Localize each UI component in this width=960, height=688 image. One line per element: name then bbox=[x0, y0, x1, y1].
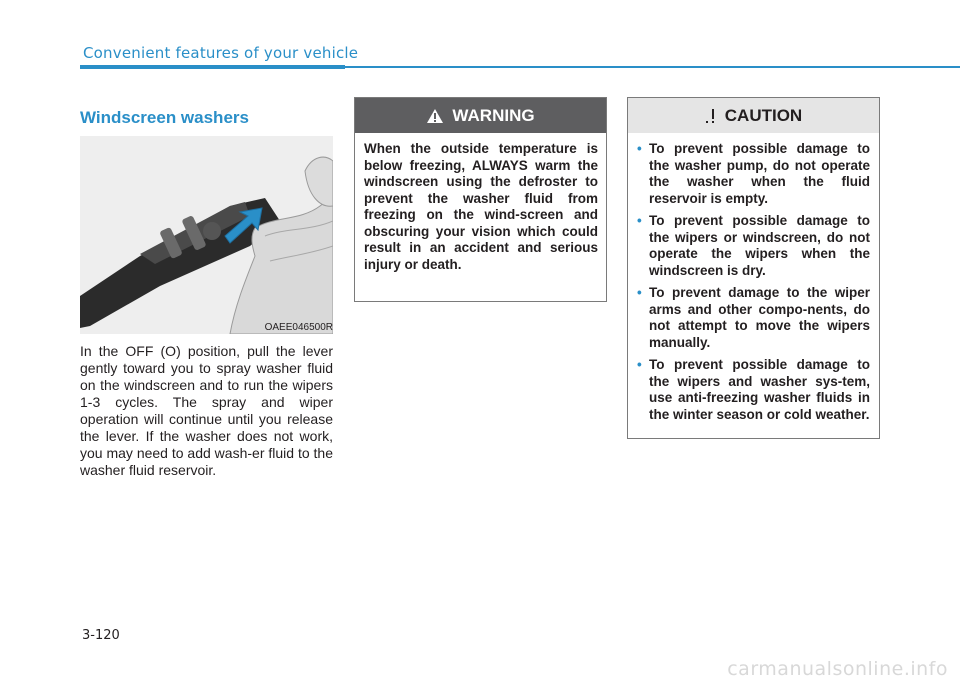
caution-item bbox=[637, 141, 870, 207]
caution-label: CAUTION bbox=[724, 105, 803, 125]
section-title: Windscreen washers bbox=[80, 108, 249, 127]
page-number: 3-120 bbox=[82, 628, 120, 643]
caution-list bbox=[637, 141, 870, 423]
caution-item-text: To prevent possible damage to the wipers or windscreen, do not operate the wipers when the windscreen is dry. bbox=[649, 213, 870, 278]
warning-triangle-icon bbox=[426, 108, 444, 124]
wiper-lever-illustration bbox=[80, 136, 333, 334]
bullet-icon: • bbox=[637, 357, 642, 372]
figure-caption: OAEE046500R bbox=[264, 322, 333, 333]
caution-item-text: To prevent possible damage to the washer pump, do not operate the washer when the fluid reservoir is empty. bbox=[649, 141, 870, 206]
caution-box bbox=[627, 97, 880, 439]
caution-item bbox=[637, 357, 870, 423]
caution-item bbox=[637, 285, 870, 351]
header-rule-accent bbox=[80, 65, 345, 69]
bullet-icon: • bbox=[637, 213, 642, 228]
wiper-lever-figure bbox=[80, 136, 333, 334]
chapter-title: Convenient features of your vehicle bbox=[83, 44, 359, 62]
bullet-icon: • bbox=[637, 285, 642, 300]
warning-header bbox=[355, 98, 606, 133]
warning-text: When the outside temperature is below freezing, ALWAYS warm the windscreen using the defroster to prevent the washer fluid from freezing on the wind-screen and obscuring your vision which could result in an accident and serious injury or death. bbox=[364, 141, 598, 272]
header-rule bbox=[345, 66, 960, 68]
watermark: carmanualsonline.info bbox=[727, 658, 948, 680]
caution-item bbox=[637, 213, 870, 279]
warning-label: WARNING bbox=[452, 105, 535, 125]
exclamation-icon bbox=[705, 107, 717, 125]
warning-box bbox=[354, 97, 607, 302]
caution-item-text: To prevent possible damage to the wipers and washer sys-tem, use anti-freezing washer fluids in the winter season or cold weather. bbox=[649, 357, 870, 422]
caution-header bbox=[628, 98, 879, 133]
body-paragraph: In the OFF (O) position, pull the lever gently toward you to spray washer fluid on the windscreen and to run the wipers 1-3 cycles. The spray and wiper operation will continue until you release the lever. If the washer does not work, you may need to add wash-er fluid to the washer fluid reservoir. bbox=[80, 343, 333, 478]
bullet-icon: • bbox=[637, 141, 642, 156]
caution-item-text: To prevent damage to the wiper arms and other compo-nents, do not attempt to move the wipers manually. bbox=[649, 285, 870, 350]
